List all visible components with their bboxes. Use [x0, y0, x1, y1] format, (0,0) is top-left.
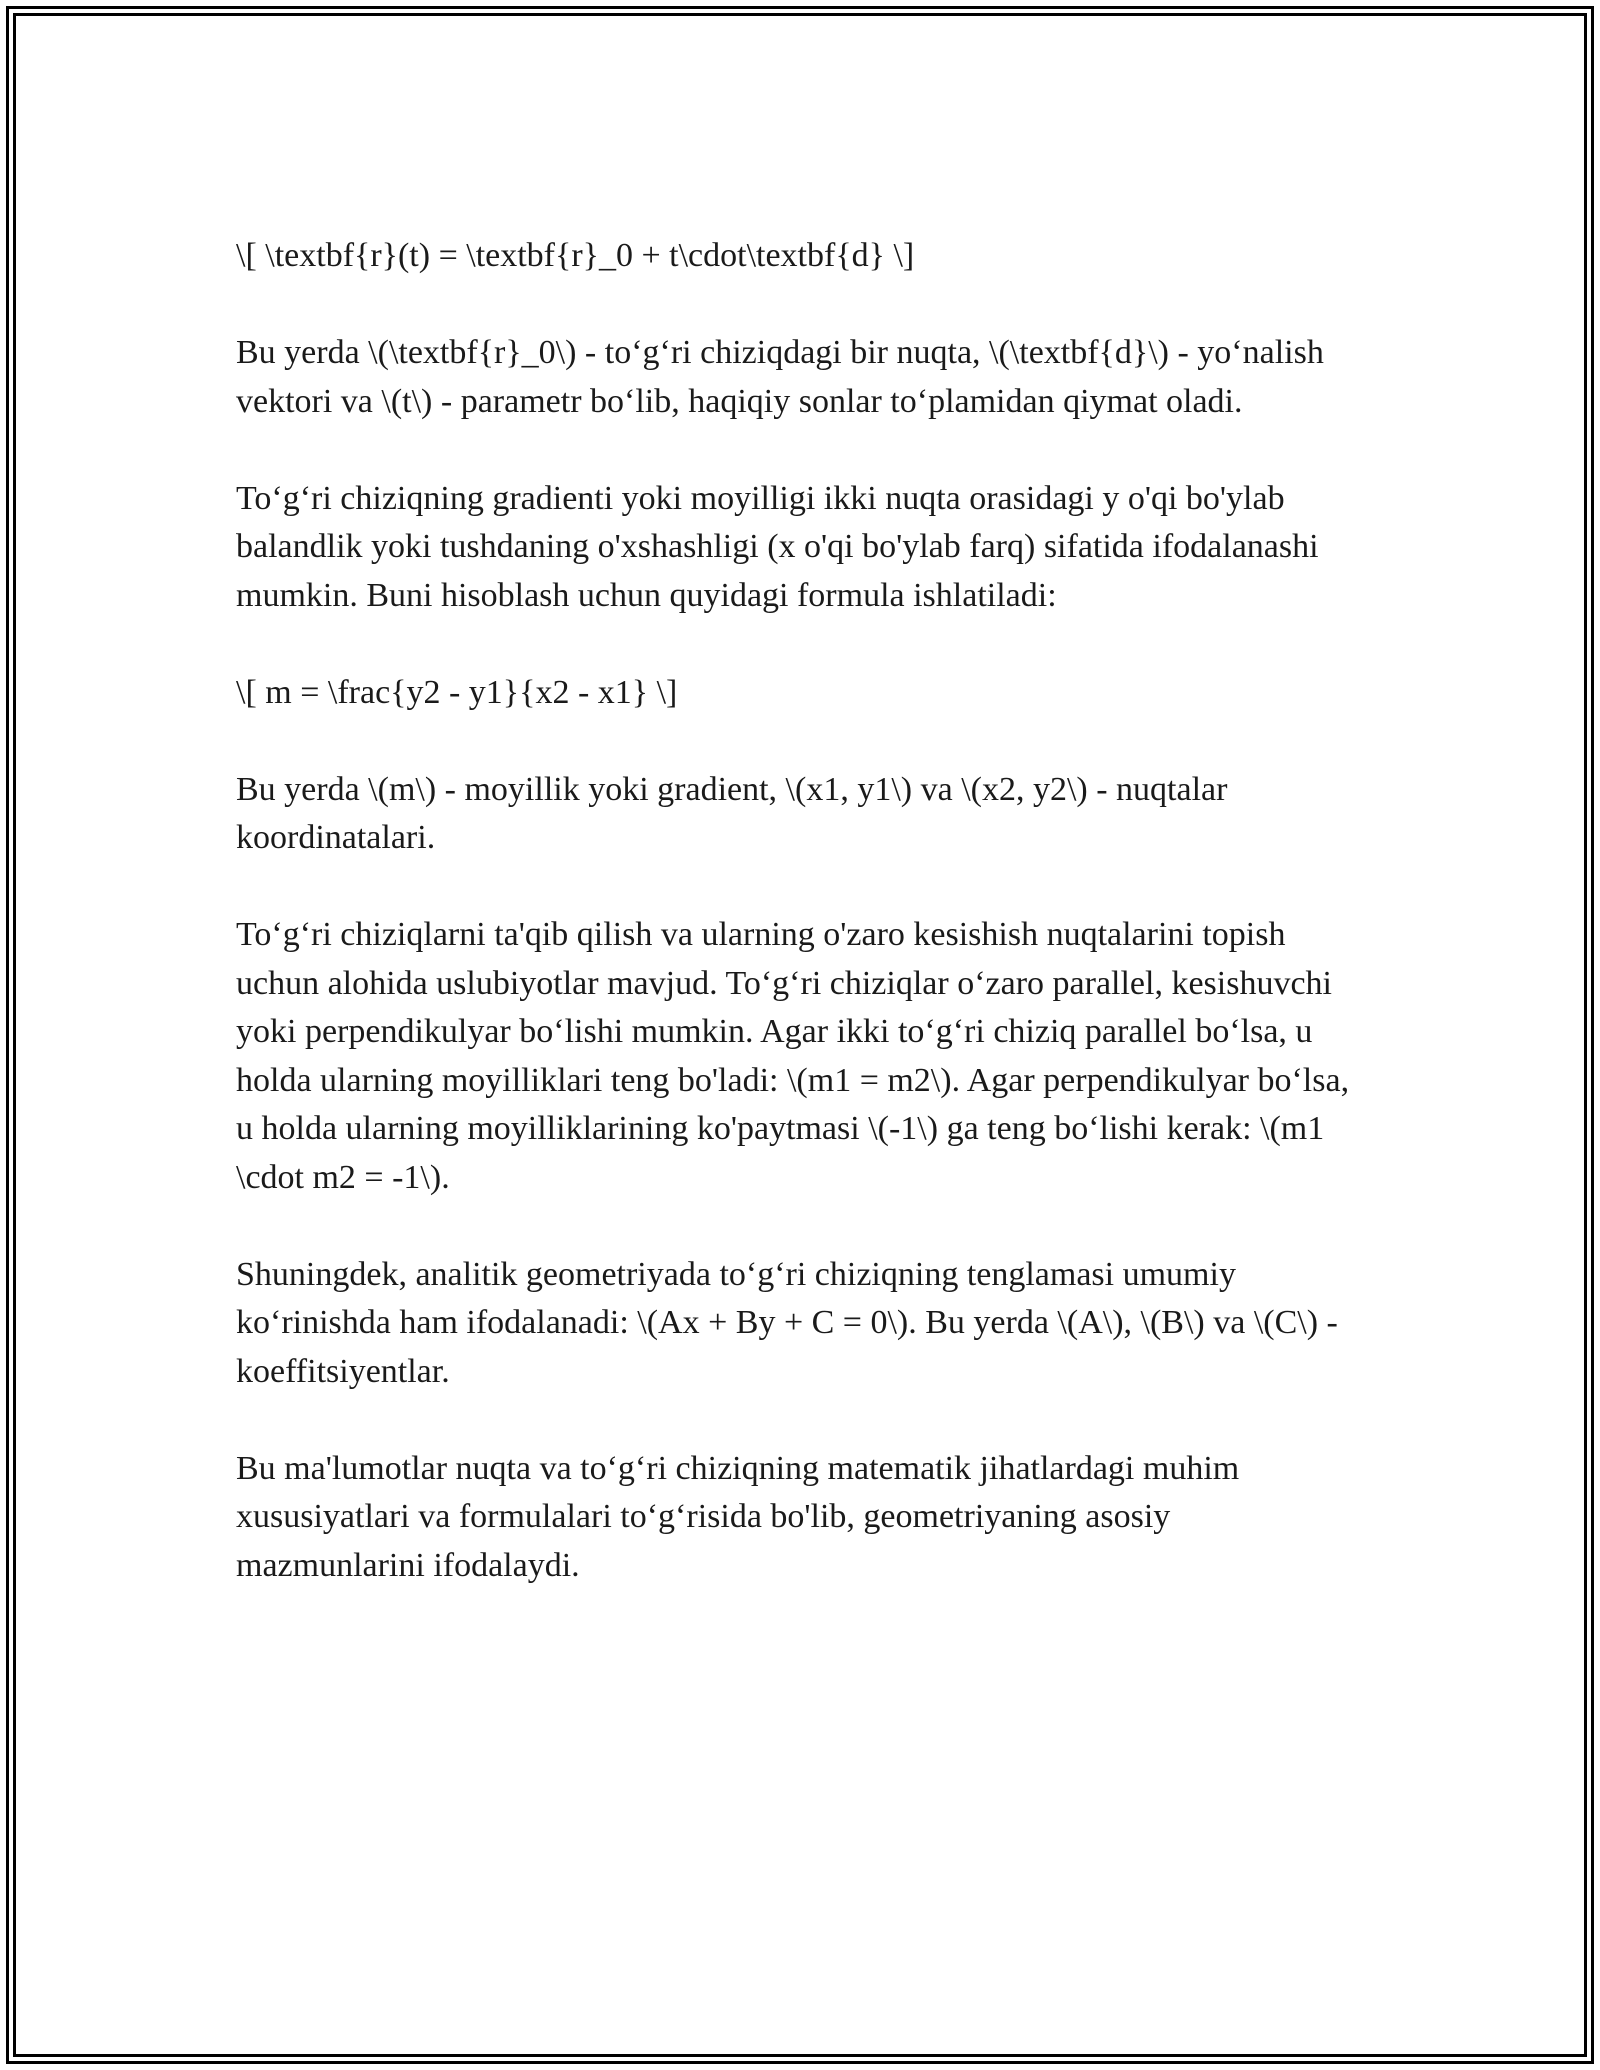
formula-parametric-line: \[ \textbf{r}(t) = \textbf{r}_0 + t\cdot\textbf{d} \] [236, 237, 915, 274]
paragraph-conclusion: Bu ma'lumotlar nuqta va to‘g‘ri chiziqning matematik jihatlardagi muhim xususiyatlari va formulalari to‘g‘risida bo'lib, geometriyaning asosiy mazmunlarini ifodalaydi. [236, 1449, 1240, 1584]
formula-slope: \[ m = \frac{y2 - y1}{x2 - x1} \] [236, 673, 678, 711]
paragraph-general-equation: Shuningdek, analitik geometriyada to‘g‘ri chiziqning tenglamasi umumiy ko‘rinishda ham ifodalanadi: \(Ax + By + C = 0\). Bu yerda \(A\), \(B\) va \(C\) - koeffitsiyentlar. [236, 1255, 1338, 1390]
paragraph-parametric-explanation: Bu yerda \(\textbf{r}_0\) - to‘g‘ri chiziqdagi bir nuqta, \(\textbf{d}\) - yo‘nalish vektori va \(t\) - parametr bo‘lib, haqiqiy sonlar to‘plamidan qiymat oladi. [236, 334, 1324, 420]
document-body [236, 232, 1366, 1639]
paragraph-line-relations: To‘g‘ri chiziqlarni ta'qib qilish va ularning o'zaro kesishish nuqtalarini topish uchun alohida uslubiyotlar mavjud. To‘g‘ri chiziqlar o‘zaro parallel, kesishuvchi yoki perpendikulyar bo‘lishi mumkin. Agar ikki to‘g‘ri chiziq parallel bo‘lsa, u holda ularning moyilliklari teng bo'ladi: \(m1 = m2\). Agar perpendikulyar bo‘lsa, u holda ularning moyilliklarining ko'paytmasi \(-1\) ga teng bo‘lishi kerak: \(m1 \cdot m2 = -1\). [236, 916, 1350, 1196]
paragraph-slope-explanation: Bu yerda \(m\) - moyillik yoki gradient, \(x1, y1\) va \(x2, y2\) - nuqtalar koordinatalari. [236, 770, 1228, 856]
paragraph-gradient-intro: To‘g‘ri chiziqning gradienti yoki moyilligi ikki nuqta orasidagi y o'qi bo'ylab balandlik yoki tushdaning o'xshashligi (x o'qi bo'ylab farq) sifatida ifodalanashi mumkin. Buni hisoblash uchun quyidagi formula ishlatiladi: [236, 479, 1319, 614]
